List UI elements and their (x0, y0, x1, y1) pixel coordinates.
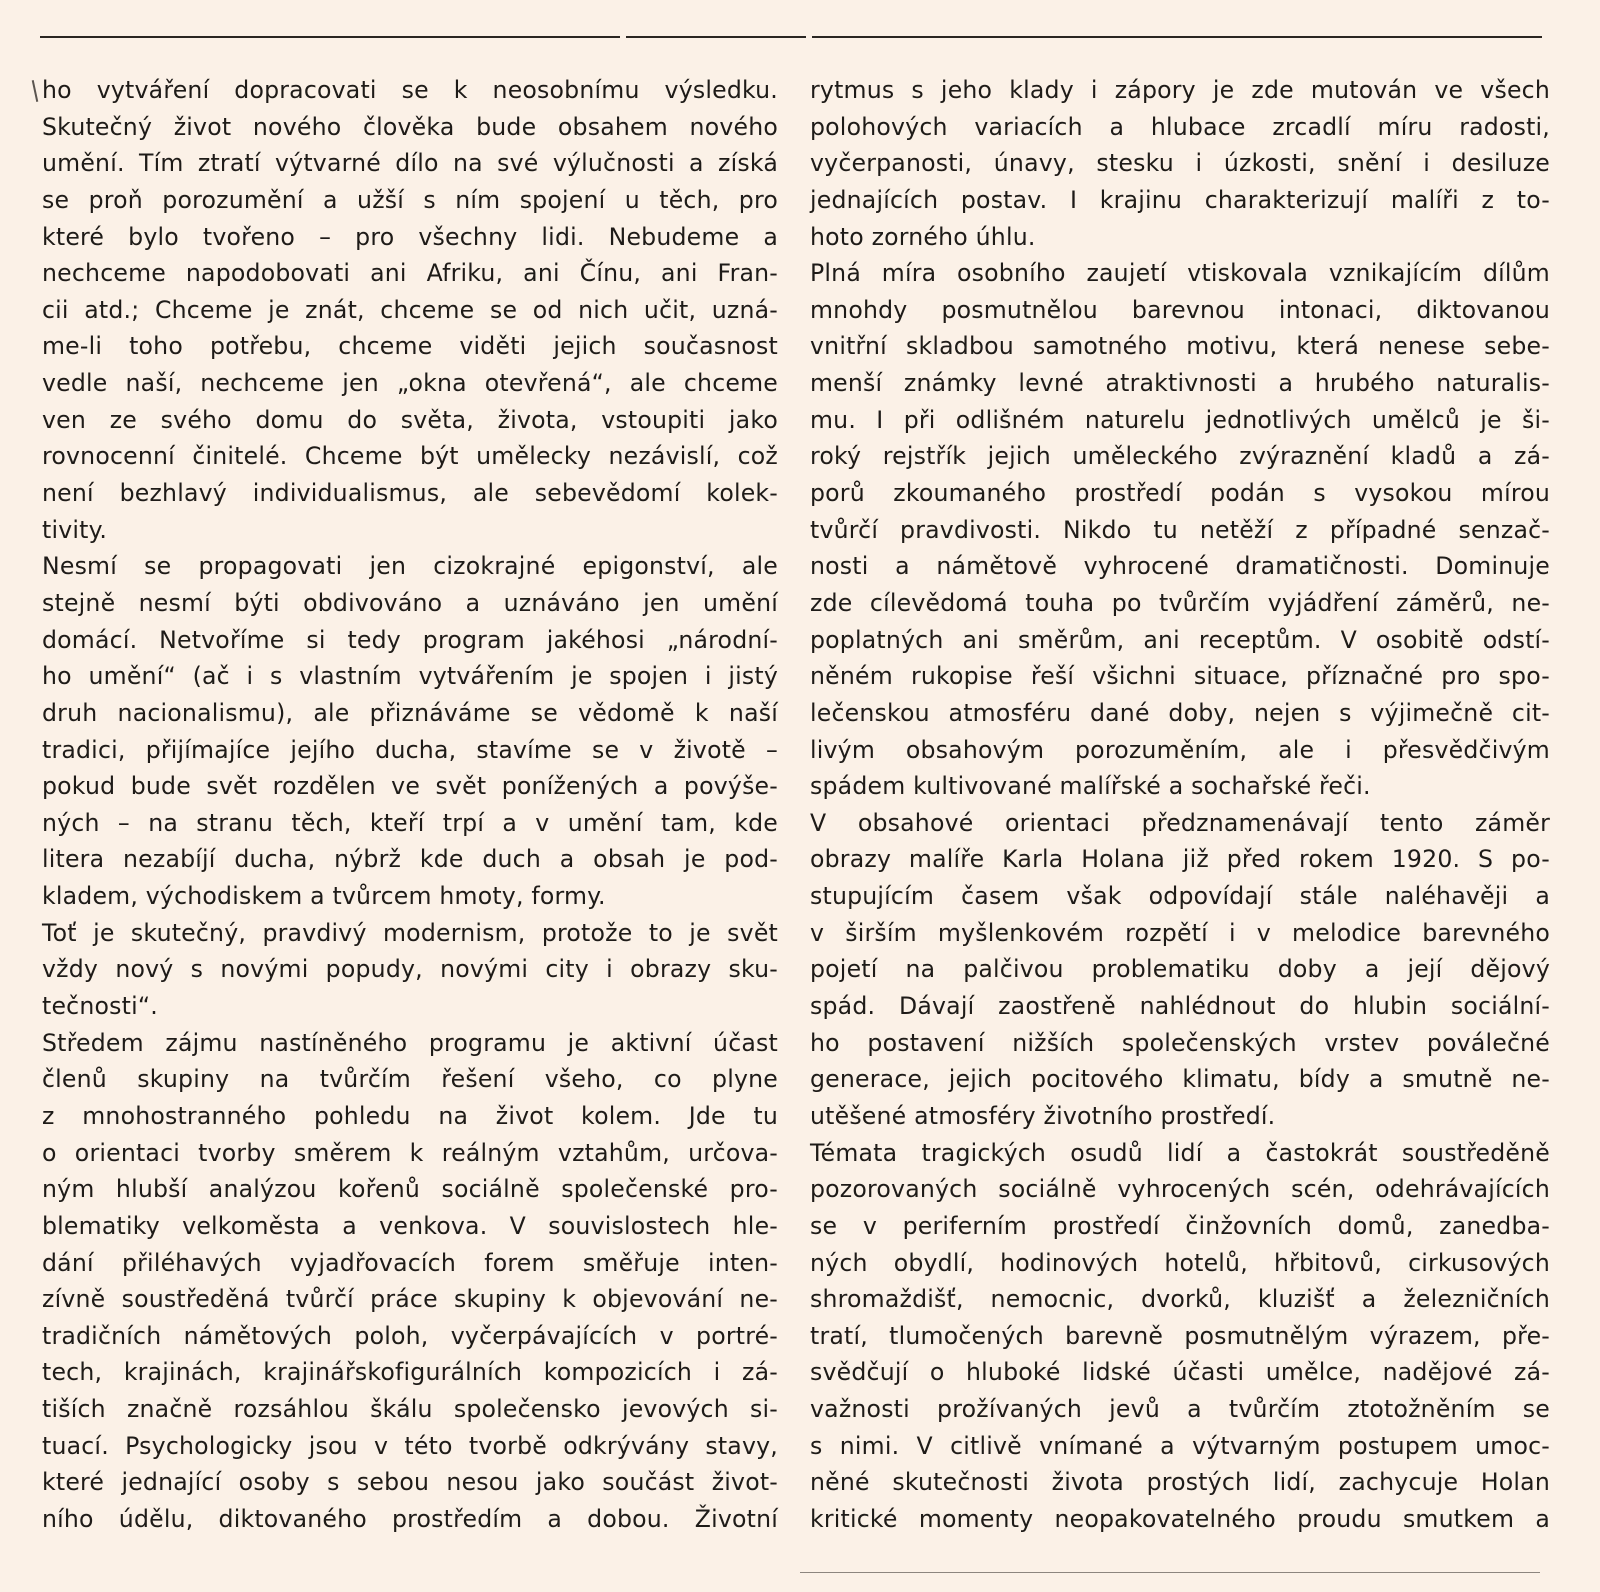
margin-mark (32, 80, 39, 102)
text-line: rytmus s jeho klady i zápory je zde mutován ve všech (810, 76, 1550, 104)
text-line: Plná míra osobního zaujetí vtiskovala vznikajícím dílům (810, 259, 1550, 288)
text-line: tech, krajinách, krajinářskofigurálních kompozicích i zá- (42, 1358, 778, 1387)
text-line: obrazy malíře Karla Holana již před rokem 1920. S po- (810, 845, 1550, 874)
text-line: blematiky velkoměsta a venkova. V souvislostech hle- (42, 1211, 778, 1240)
text-line: me-li toho potřebu, chceme viděti jejich současnost (42, 332, 778, 361)
text-line: hoto zorného úhlu. (810, 222, 1036, 251)
text-line: rovnocenní činitelé. Chceme být umělecky nezávislí, což (42, 442, 778, 471)
top-rule-middle (626, 36, 806, 38)
text-line: mnohdy posmutnělou barevnou intonaci, diktovanou (810, 295, 1550, 324)
text-line: ho vytváření dopracovati se k neosobnímu výsledku. (42, 76, 778, 104)
text-column-left (42, 72, 778, 1538)
text-line: nechceme napodobovati ani Afriku, ani Čínu, ani Fran- (42, 259, 778, 288)
text-line: litera nezabíjí ducha, nýbrž kde duch a obsah je pod- (42, 845, 778, 874)
text-line: važnosti prožívaných jevů a tvůrčím ztotožněním se (810, 1395, 1550, 1424)
text-line: Nesmí se propagovati jen cizokrajné epigonství, ale (42, 552, 778, 581)
text-line: vyčerpanosti, únavy, stesku i úzkosti, snění i desiluze (810, 149, 1550, 178)
text-line: není bezhlavý individualismus, ale sebevědomí kolek- (42, 479, 778, 508)
text-line: tratí, tlumočených barevně posmutnělým výrazem, pře- (810, 1321, 1550, 1350)
text-line: generace, jejich pocitového klimatu, bídy a smutně ne- (810, 1065, 1550, 1094)
text-line: nosti a námětově vyhrocené dramatičnosti. Dominuje (810, 552, 1550, 581)
text-line: vždy nový s novými popudy, novými city i obrazy sku- (42, 955, 778, 984)
text-line: tuací. Psychologicky jsou v této tvorbě odkrývány stavy, (42, 1431, 778, 1460)
text-line: o orientaci tvorby směrem k reálným vztahům, určova- (42, 1138, 778, 1167)
text-line: ho postavení nižších společenských vrstev poválečné (810, 1028, 1550, 1057)
text-line: se v periferním prostředí činžovních domů, zanedba- (810, 1211, 1550, 1240)
top-rule-left (40, 36, 620, 38)
text-line: dání přiléhavých vyjadřovacích forem směřuje inten- (42, 1248, 778, 1277)
text-line: roký rejstřík jejich uměleckého zvýraznění kladů a zá- (810, 442, 1550, 471)
text-line: pozorovaných sociálně vyhrocených scén, odehrávajících (810, 1175, 1550, 1204)
text-line: Toť je skutečný, pravdivý modernism, protože to je svět (42, 918, 778, 947)
text-line: stupujícím časem však odpovídají stále naléhavěji a (810, 882, 1550, 911)
text-line: členů skupiny na tvůrčím řešení všeho, co plyne (42, 1065, 778, 1094)
text-line: Středem zájmu nastíněného programu je aktivní účast (42, 1028, 778, 1057)
text-line: s nimi. V citlivě vnímané a výtvarným postupem umoc- (810, 1431, 1550, 1460)
text-line: tiších značně rozsáhlou škálu společensko jevových si- (42, 1395, 778, 1424)
text-line: ných – na stranu těch, kteří trpí a v umění tam, kde (42, 808, 778, 837)
text-line: tradičních námětových poloh, vyčerpávajících v portré- (42, 1321, 778, 1350)
text-line: ho umění“ (ač i s vlastním vytvářením je spojen i jistý (42, 662, 778, 691)
text-line: pokud bude svět rozdělen ve svět ponížených a povýše- (42, 772, 778, 801)
text-line: se proň porozumění a užší s ním spojení u těch, pro (42, 185, 778, 214)
text-line: kladem, východiskem a tvůrcem hmoty, formy. (42, 882, 606, 911)
text-line: Skutečný život nového člověka bude obsahem nového (42, 112, 778, 141)
text-line: jednajících postav. I krajinu charakterizují malíři z to- (810, 185, 1550, 214)
text-line: kritické momenty neopakovatelného proudu smutkem a (810, 1504, 1550, 1533)
text-line: umění. Tím ztratí výtvarné dílo na své výlučnosti a získá (42, 149, 778, 178)
text-line: pojetí na palčivou problematiku doby a její dějový (810, 955, 1550, 984)
text-line: které jednající osoby s sebou nesou jako součást život- (42, 1468, 778, 1497)
text-line: tradici, přijímajíce jejího ducha, stavíme se v životě – (42, 735, 778, 764)
top-rule-right (812, 36, 1542, 38)
text-line: spádem kultivované malířské a sochařské řeči. (810, 772, 1371, 801)
text-line: ným hlubší analýzou kořenů sociálně společenské pro- (42, 1175, 778, 1204)
bottom-rule (800, 1572, 1540, 1573)
text-line: menší známky levné atraktivnosti a hrubého naturalis- (810, 369, 1550, 398)
text-line: mu. I při odlišném naturelu jednotlivých umělců je ši- (810, 405, 1550, 434)
text-line: polohových variacích a hlubace zrcadlí míru radosti, (810, 112, 1550, 141)
text-line: tivity. (42, 515, 108, 544)
text-line: ných obydlí, hodinových hotelů, hřbitovů, cirkusových (810, 1248, 1550, 1277)
text-line: poplatných ani směrům, ani receptům. V osobitě odstí- (810, 625, 1550, 654)
text-line: v širším myšlenkovém rozpětí i v melodice barevného (810, 918, 1550, 947)
text-line: spád. Dávají zaostřeně nahlédnout do hlubin sociální- (810, 992, 1550, 1021)
text-line: něném rukopise řeší všichni situace, příznačné pro spo- (810, 662, 1550, 691)
text-line: zívně soustředěná tvůrčí práce skupiny k objevování ne- (42, 1285, 778, 1314)
text-line: něné skutečnosti života prostých lidí, zachycuje Holan (810, 1468, 1550, 1497)
text-line: svědčují o hluboké lidské účasti umělce, nadějové zá- (810, 1358, 1550, 1387)
text-line: lečenskou atmosféru dané doby, nejen s výjimečně cit- (810, 698, 1550, 727)
text-line: V obsahové orientaci předznamenávají tento záměr (810, 808, 1550, 837)
text-line: stejně nesmí býti obdivováno a uznáváno jen umění (42, 588, 778, 617)
text-line: domácí. Netvoříme si tedy program jakéhosi „národní- (42, 625, 778, 654)
text-line: livým obsahovým porozuměním, ale i přesvědčivým (810, 735, 1550, 764)
text-column-right (810, 72, 1550, 1538)
text-line: tečnosti“. (42, 992, 158, 1021)
text-line: zde cílevědomá touha po tvůrčím vyjádření záměrů, ne- (810, 588, 1550, 617)
text-line: porů zkoumaného prostředí podán s vysokou mírou (810, 479, 1550, 508)
text-line: vnitřní skladbou samotného motivu, která nenese sebe- (810, 332, 1550, 361)
text-line: z mnohostranného pohledu na život kolem. Jde tu (42, 1101, 778, 1130)
text-line: Témata tragických osudů lidí a častokrát soustředěně (810, 1138, 1550, 1167)
text-line: tvůrčí pravdivosti. Nikdo tu netěží z případné senzač- (810, 515, 1550, 544)
text-line: cii atd.; Chceme je znát, chceme se od nich učit, uzná- (42, 295, 778, 324)
text-line: ního údělu, diktovaného prostředím a dobou. Životní (42, 1504, 778, 1533)
text-line: druh nacionalismu), ale přiznáváme se vědomě k naší (42, 698, 778, 727)
text-line: shromaždišť, nemocnic, dvorků, kluzišť a železničních (810, 1285, 1550, 1314)
text-line: které bylo tvořeno – pro všechny lidi. Nebudeme a (42, 222, 778, 251)
text-line: ven ze svého domu do světa, života, vstoupiti jako (42, 405, 778, 434)
text-line: utěšené atmosféry životního prostředí. (810, 1101, 1276, 1130)
text-line: vedle naší, nechceme jen „okna otevřená“, ale chceme (42, 369, 778, 398)
